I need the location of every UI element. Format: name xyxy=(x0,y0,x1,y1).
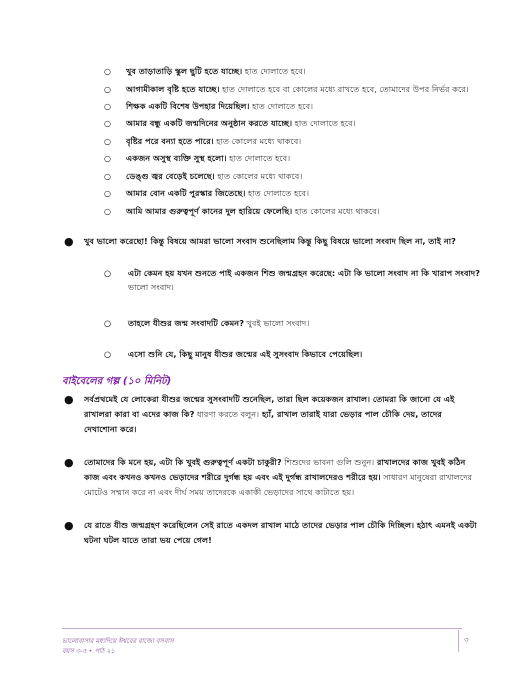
bullet-text: খুব ভালো করেছো! কিন্তু বিষয়ে আমরা ভালো সংবাদ শুনেছিলাম কিন্তু কিছু বিষয়ে ভালো সংবাদ ছিল না, তাই না? xyxy=(84,236,456,246)
example-instruction: হাত দোলাতে হবে। xyxy=(242,66,306,76)
question-text: এসো শুনি যে, কিছু মানুষ যীশুর জন্মের এই সুসংবাদ কিভাবে পেয়েছিল। xyxy=(128,349,363,359)
para-line: কাজ এবং কখনও কখনও ভেড়াদের শরীরে দুর্গন্ধ হয় এবং এই দুর্গন্ধ রাখালদেরও শরীরে হয়। xyxy=(84,472,381,482)
footer-divider xyxy=(62,628,462,629)
para-line: যে রাতে যীশু জন্মগ্রহণ করেছিলেন সেই রাতে একদল রাখাল মাঠে তাদের ভেড়ার পাল চৌকি দিচ্ছিল। হঠাৎ এমনই একটা xyxy=(84,520,477,530)
para-line: ঘটনা ঘটল যাতে তারা ভয় পেয়ে গেল! xyxy=(84,535,212,545)
example-instruction: হাত কোলের মধ্যে থাকবে। xyxy=(213,136,302,146)
para-line: রাখালরা কারা বা এদের কাজ কি? xyxy=(84,409,195,419)
para-line: মোটেও সম্মান করে না এবং দীর্ঘ সময় তাদেরকে একাকী ভেড়াদের সাথে কাটাতে হয়। xyxy=(84,487,355,497)
para-line: রাখালদের কাজ খুবই কঠিন xyxy=(374,457,466,467)
example-instruction: হাত দোলাতে হবে। xyxy=(249,101,314,111)
footer-title: ভালোবাসার মধ্যদিয়ে ঈশ্বরের রাজ্যে বসবাস xyxy=(62,637,174,645)
example-statement: খুব তাড়াতাড়ি স্কুল ছুটি হতে যাচ্ছে। xyxy=(126,66,243,76)
section-title: বাইবেলের গল্প (১০ মিনিট) xyxy=(62,376,172,387)
example-instruction: হাত দোলাতে হবে বা কোলের মধ্যে রাখতে হবে, তোমাদের উপর নির্ভর করে। xyxy=(219,84,469,94)
example-instruction: হাত কোলের মধ্যে থাকবে। xyxy=(214,171,303,181)
example-instruction: হাত দোলাতে হবে। xyxy=(226,153,291,163)
example-statement: একজন অসুস্থ ব্যক্তি সুস্থ হলো। xyxy=(126,153,227,163)
example-statement: ডেঙ্গু জ্বর বেড়েই চলেছে। xyxy=(126,171,215,181)
circle-marker: ○ xyxy=(104,67,111,76)
bullet-marker: ● xyxy=(64,519,74,532)
para-line: সর্বপ্রথমেই যে লোকেরা যীশুর জন্মের সুসংবাদটি শুনেছিল, তারা ছিল কয়েকজন রাখাল। তোমরা কি জানো যে এই xyxy=(84,394,455,404)
bullet-marker: ● xyxy=(64,456,74,469)
example-statement: শিক্ষক একটি বিশেষ উপহার দিয়েছিল। xyxy=(126,101,250,111)
para-line: দেখাশোনা করে। xyxy=(84,424,137,434)
example-statement: আগামীকাল বৃষ্টি হতে যাচ্ছে। xyxy=(126,84,220,94)
circle-marker: ○ xyxy=(104,172,111,181)
example-instruction: হাত দোলাতে হবে। xyxy=(245,188,310,198)
example-statement: আমার বন্ধু একটি জন্মদিনের অনুষ্ঠান করতে যাচ্ছে। xyxy=(126,118,293,128)
example-statement: আমি আমার গুরুত্বপূর্ণ কানের দুল হারিয়ে ফেলেছি। xyxy=(126,206,293,216)
para-line: তোমাদের কি মনে হয়, এটা কি খুবই গুরুত্বপূর্ণ একটা চাকুরী? xyxy=(84,457,282,467)
para-line: সাধারণ মানুষেরা রাখালদের xyxy=(380,472,472,482)
example-instruction: হাত দোলাতে হবে। xyxy=(292,118,356,128)
example-statement: বৃষ্টির পরে বন্যা হতে পারে। xyxy=(126,136,214,146)
circle-marker: ○ xyxy=(104,189,111,198)
circle-marker: ○ xyxy=(104,268,112,278)
question-text: এটা কেমন হয় যখন শুনতে পাই একজন শিশু জন্মগ্রহন করেছে: এটা কি ভালো সংবাদ না কি খারাপ সংবাদ? xyxy=(128,268,480,278)
footer-vertical-divider xyxy=(458,630,459,652)
para-line: ধারণা করতে বলুন। xyxy=(194,409,260,419)
para-line: হ্যাঁ, রাখাল তারাই যারা ভেড়ার পাল চৌকি দেয়, তাদের xyxy=(259,409,442,419)
bullet-marker: ● xyxy=(64,235,74,248)
circle-marker: ○ xyxy=(104,154,111,163)
circle-marker: ○ xyxy=(104,318,112,328)
example-statement: আমার বোন একটি পুরস্কার জিতেছে। xyxy=(126,188,246,198)
circle-marker: ○ xyxy=(104,207,111,216)
answer-text: ভালো সংবাদ। xyxy=(128,282,174,292)
page-number: ৩ xyxy=(464,636,469,644)
answer-text: খুবই ভালো সংবাদ। xyxy=(243,318,310,328)
para-line: শিশুদের ভাবনা গুলি শুনুন। xyxy=(281,457,375,467)
bullet-marker: ● xyxy=(64,393,74,406)
circle-marker: ○ xyxy=(104,349,112,359)
footer-subtitle: বয়স ৩-৫ • পাঠ ২১ xyxy=(62,647,115,655)
circle-marker: ○ xyxy=(104,137,111,146)
circle-marker: ○ xyxy=(104,102,111,111)
circle-marker: ○ xyxy=(104,119,111,128)
circle-marker: ○ xyxy=(104,85,111,94)
question-text: তাহলে যীশুর জন্ম সংবাদটি কেমন? xyxy=(128,318,244,328)
example-instruction: হাত কোলের মধ্যে থাকবে। xyxy=(292,206,380,216)
